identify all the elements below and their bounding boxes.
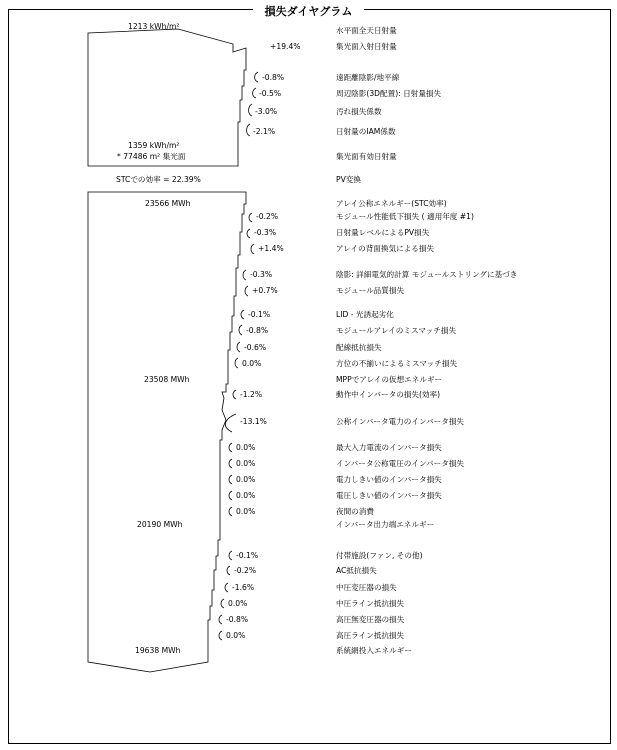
- array-mpp-energy: 23508 MWh: [144, 375, 190, 384]
- label-text: 遠距離陰影/地平線: [336, 73, 400, 82]
- loss-value: -1.6%: [232, 583, 255, 592]
- loss-hook: [229, 551, 232, 560]
- loss-value: 0.0%: [236, 507, 256, 516]
- loss-hook: [245, 286, 248, 296]
- loss-hook: [235, 358, 238, 368]
- label-text: 集光面有効日射量: [336, 152, 397, 161]
- loss-value: -0.6%: [244, 343, 267, 352]
- loss-value: -0.5%: [259, 89, 282, 98]
- label-text: PV変換: [336, 175, 361, 184]
- label-text: AC抵抗損失: [336, 566, 377, 575]
- loss-hook: [253, 88, 256, 98]
- loss-hook: [229, 491, 232, 500]
- label-text: モジュール品質損失: [336, 286, 405, 295]
- loss-value: -1.2%: [240, 390, 263, 399]
- label-text: 水平面全天日射量: [336, 26, 397, 35]
- gti-value: 1359 kWh/m²: [128, 141, 180, 150]
- label-text: LID - 光誘起劣化: [336, 310, 394, 319]
- loss-value: -0.8%: [226, 615, 249, 624]
- loss-hook: [247, 229, 250, 238]
- loss-hook: [225, 414, 236, 432]
- loss-hook: [247, 124, 250, 136]
- loss-hook: [243, 270, 246, 280]
- loss-value: -0.2%: [234, 566, 257, 575]
- label-text: アレイ公称エネルギー(STC効率): [336, 199, 447, 208]
- loss-hook: [229, 443, 232, 452]
- loss-value: +0.7%: [252, 286, 278, 295]
- loss-hook: [237, 342, 240, 352]
- label-text: 公称インバータ電力のインバータ損失: [336, 417, 465, 426]
- loss-hook: [227, 566, 230, 575]
- label-text: 系統網投入エネルギー: [336, 646, 412, 655]
- loss-hook: [229, 507, 232, 516]
- array-nominal-energy: 23566 MWh: [145, 199, 191, 208]
- loss-value: -13.1%: [240, 417, 267, 426]
- loss-value: -0.1%: [236, 551, 259, 560]
- loss-value: -0.8%: [246, 326, 269, 335]
- label-text: アレイの背面換気による損失: [336, 244, 435, 253]
- label-text: モジュール性能低下損失 ( 適用年度 #1): [336, 212, 474, 221]
- loss-value: 0.0%: [236, 491, 256, 500]
- label-text: 高圧ライン抵抗損失: [336, 631, 405, 640]
- label-text: 中圧変圧器の損失: [336, 583, 397, 592]
- label-text: 動作中インバータの損失(効率): [336, 390, 441, 399]
- label-text: 日射量レベルによるPV損失: [336, 228, 430, 237]
- loss-value: -0.2%: [256, 212, 279, 221]
- label-text: 高圧無変圧器の損失: [336, 615, 405, 624]
- loss-hook: [229, 459, 232, 468]
- label-text: モジュールアレイのミスマッチ損失: [336, 326, 457, 335]
- label-text: 電圧しきい値のインバータ損失: [336, 491, 442, 500]
- loss-hook: [219, 615, 222, 624]
- loss-hook: [219, 631, 222, 640]
- stc-efficiency: STCでの効率 = 22.39%: [116, 175, 201, 184]
- label-text: 日射量のIAM係数: [336, 127, 396, 136]
- label-text: MPPでアレイの仮想エネルギー: [336, 375, 443, 384]
- loss-hook: [241, 310, 244, 319]
- loss-hook: [225, 583, 228, 592]
- loss-value: 0.0%: [236, 443, 256, 452]
- label-text: 陰影: 詳細電気的計算 モジュールストリングに基づき: [336, 270, 518, 279]
- loss-hook: [233, 390, 236, 399]
- label-text: 集光面入射日射量: [336, 42, 397, 51]
- loss-value: +19.4%: [270, 42, 301, 51]
- label-text: 最大入力電流のインバータ損失: [336, 443, 442, 452]
- label-text: インバータ出力端エネルギー: [336, 520, 435, 529]
- loss-value: 0.0%: [228, 599, 248, 608]
- loss-value: -2.1%: [253, 127, 276, 136]
- label-text: インバータ公称電圧のインバータ損失: [336, 459, 465, 468]
- grid-energy: 19638 MWh: [135, 646, 181, 655]
- loss-value: 0.0%: [226, 631, 246, 640]
- label-text: 夜間の消費: [336, 507, 374, 516]
- label-text: 中圧ライン抵抗損失: [336, 599, 405, 608]
- loss-value: -0.8%: [262, 73, 285, 82]
- loss-value: -0.3%: [250, 270, 273, 279]
- loss-hook: [239, 325, 242, 335]
- loss-value: -3.0%: [255, 107, 278, 116]
- loss-value: -0.1%: [248, 310, 271, 319]
- collector-area: * 77486 m² 集光面: [117, 152, 186, 161]
- loss-hook: [229, 475, 232, 484]
- loss-hook: [249, 213, 252, 222]
- loss-value: +1.4%: [258, 244, 284, 253]
- inverter-output-energy: 20190 MWh: [137, 520, 183, 529]
- loss-value: 0.0%: [236, 475, 256, 484]
- page-title: 損失ダイヤグラム: [253, 3, 365, 21]
- label-text: 周辺陰影(3D配置): 日射量損失: [336, 89, 442, 98]
- label-text: 方位の不揃いによるミスマッチ損失: [336, 359, 458, 368]
- loss-value: -0.3%: [254, 228, 277, 237]
- loss-value: 0.0%: [236, 459, 256, 468]
- label-text: 汚れ損失係数: [336, 107, 382, 116]
- label-text: 電力しきい値のインバータ損失: [336, 475, 442, 484]
- loss-value: 0.0%: [242, 359, 262, 368]
- label-text: 付帯施設(ファン, その他): [336, 551, 423, 560]
- loss-hook: [249, 104, 252, 116]
- label-text: 配線抵抗損失: [336, 343, 382, 352]
- loss-hook: [255, 72, 258, 82]
- loss-hook: [221, 599, 224, 608]
- loss-hook: [251, 244, 254, 254]
- ghi-value: 1213 kWh/m²: [128, 22, 180, 31]
